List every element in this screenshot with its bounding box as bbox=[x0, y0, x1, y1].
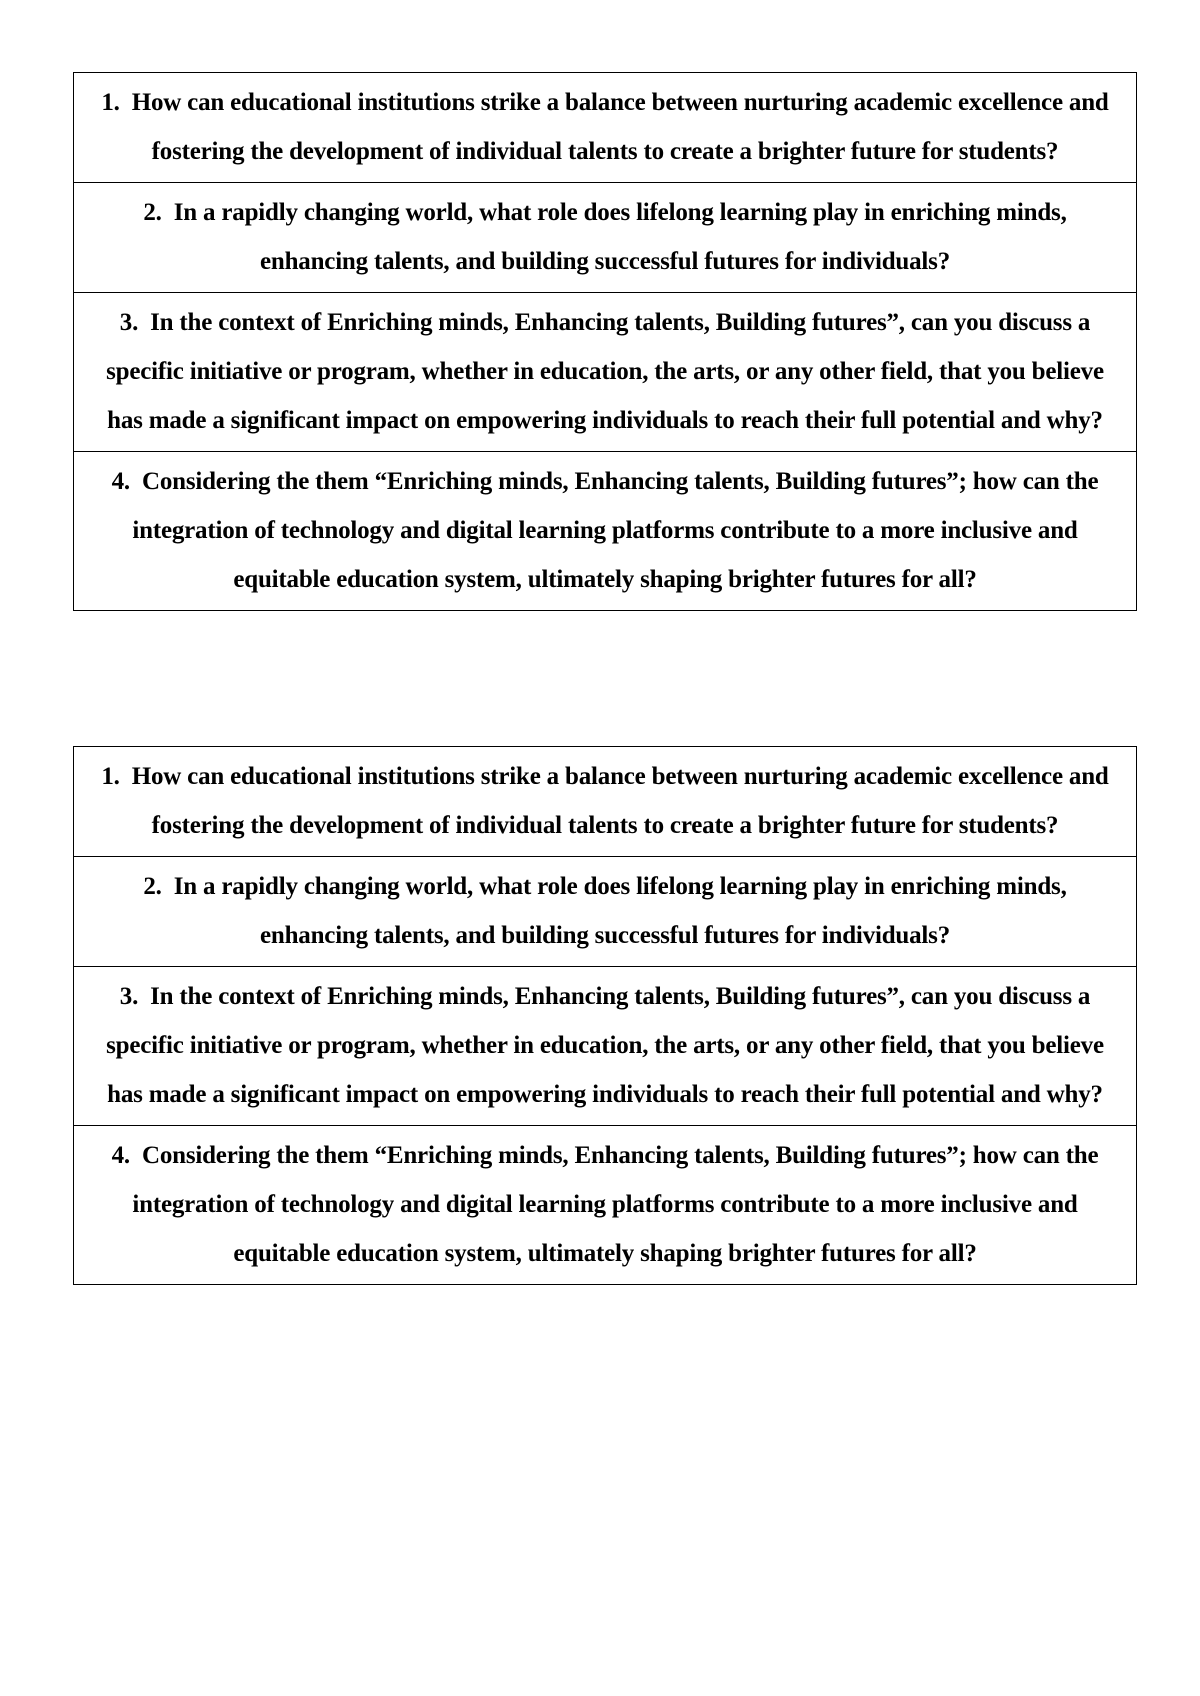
question-number: 1. bbox=[101, 89, 120, 116]
question-cell bbox=[74, 183, 1137, 293]
question-cell bbox=[74, 452, 1137, 611]
question-text: How can educational institutions strike a balance between nurturing academic excellence and fostering the development of individual talents to create a brighter future for students? bbox=[131, 89, 1109, 165]
question-cell bbox=[74, 293, 1137, 452]
question-number: 4. bbox=[111, 1142, 130, 1169]
question-text: How can educational institutions strike a balance between nurturing academic excellence and fostering the development of individual talents to create a brighter future for students? bbox=[131, 763, 1109, 839]
question-text: Considering the them “Enriching minds, Enhancing talents, Building futures”; how can the integration of technology and digital learning platforms contribute to a more inclusive and equitable education system, ultimately shaping brighter futures for all? bbox=[132, 1142, 1099, 1267]
question-number: 2. bbox=[143, 873, 162, 900]
question-cell bbox=[74, 1126, 1137, 1285]
question-number: 1. bbox=[101, 763, 120, 790]
table-row bbox=[74, 183, 1137, 293]
table-row bbox=[74, 747, 1137, 857]
question-cell bbox=[74, 747, 1137, 857]
table-row bbox=[74, 73, 1137, 183]
question-cell bbox=[74, 857, 1137, 967]
table-row bbox=[74, 857, 1137, 967]
question-number: 4. bbox=[111, 468, 130, 495]
questions-table-2 bbox=[73, 746, 1137, 1285]
table-row bbox=[74, 293, 1137, 452]
question-cell bbox=[74, 73, 1137, 183]
question-number: 3. bbox=[119, 309, 139, 336]
question-text: In the context of Enriching minds, Enhancing talents, Building futures”, can you discuss a specific initiative or program, whether in education, the arts, or any other field, that you believe has made a significant impact on empowering individuals to reach their full potential and why? bbox=[106, 983, 1104, 1108]
question-text: Considering the them “Enriching minds, Enhancing talents, Building futures”; how can the integration of technology and digital learning platforms contribute to a more inclusive and equitable education system, ultimately shaping brighter futures for all? bbox=[132, 468, 1099, 593]
questions-table-1 bbox=[73, 72, 1137, 611]
question-text: In the context of Enriching minds, Enhancing talents, Building futures”, can you discuss a specific initiative or program, whether in education, the arts, or any other field, that you believe has made a significant impact on empowering individuals to reach their full potential and why? bbox=[106, 309, 1104, 434]
question-number: 2. bbox=[143, 199, 162, 226]
question-text: In a rapidly changing world, what role does lifelong learning play in enriching minds, enhancing talents, and building successful futures for individuals? bbox=[173, 199, 1067, 275]
table-row bbox=[74, 967, 1137, 1126]
question-cell bbox=[74, 967, 1137, 1126]
table-row bbox=[74, 1126, 1137, 1285]
table-row bbox=[74, 452, 1137, 611]
question-number: 3. bbox=[119, 983, 139, 1010]
question-text: In a rapidly changing world, what role does lifelong learning play in enriching minds, enhancing talents, and building successful futures for individuals? bbox=[173, 873, 1067, 949]
